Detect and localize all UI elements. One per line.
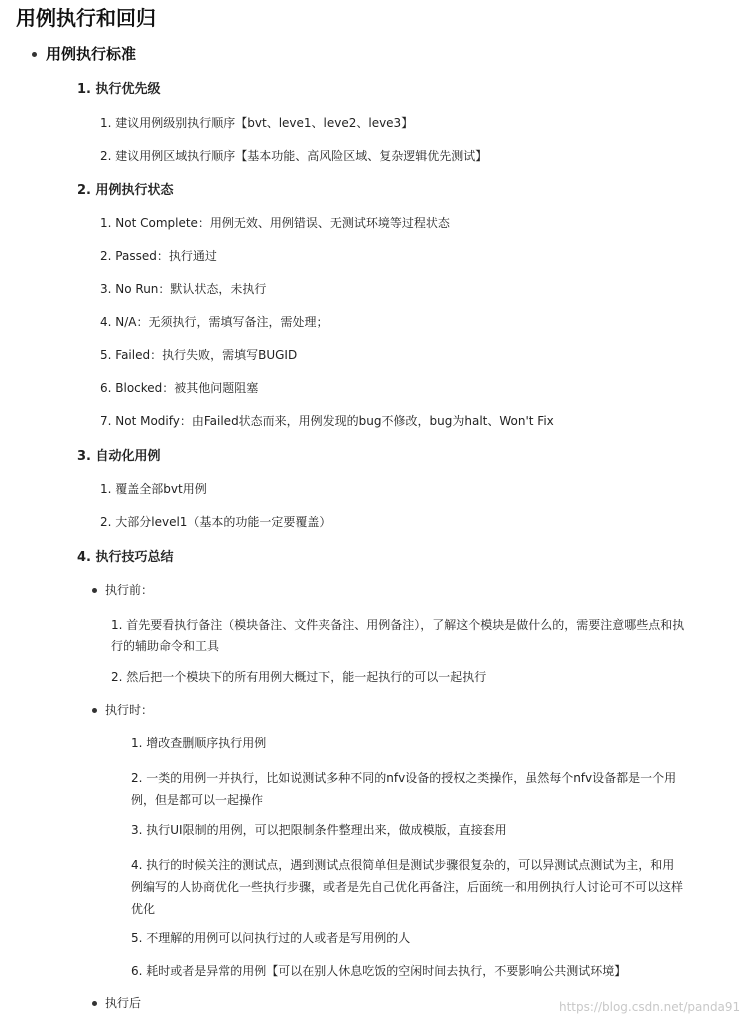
after-label: 执行后 [105,996,142,1010]
s1-item: 1. 建议用例级别执行顺序【bvt、leve1、leve2、leve3】 [100,116,414,130]
during-item: 4. 执行的时候关注的测试点，遇到测试点很简单但是测试步骤很复杂的，可以异测试点测试为主，和用例编写的人协商优化一些执行步骤，或者是先自己优化再备注，后面统一和用例执行人讨论可不可以这样优化 [131,858,684,916]
s3-item: 2. 大部分level1（基本的功能一定要覆盖） [100,515,332,529]
s2-item: 6. Blocked：被其他问题阻塞 [100,381,259,395]
during-item: 5. 不理解的用例可以问执行过的人或者是写用例的人 [131,931,411,945]
bullet-dot [92,1001,97,1006]
during-item: 6. 耗时或者是异常的用例【可以在别人休息吃饭的空闲时间去执行，不要影响公共测试环境】 [131,964,627,978]
section-title: 用例执行标准 [46,45,137,63]
before-item: 1. 首先要看执行备注（模块备注、文件夹备注、用例备注），了解这个模块是做什么的，需要注意哪些点和执行的辅助命令和工具 [111,618,685,653]
during-item: 2. 一类的用例一并执行，比如说测试多种不同的nfv设备的授权之类操作，虽然每个nfv设备都是一个用例，但是都可以一起操作 [131,771,677,807]
s2-item: 3. No Run：默认状态，未执行 [100,282,267,296]
bullet-dot [32,52,37,57]
s2-heading: 2. 用例执行状态 [77,183,174,198]
s1-item: 2. 建议用例区域执行顺序【基本功能、高风险区域、复杂逻辑优先测试】 [100,149,488,163]
page-title: 用例执行和回归 [16,6,156,30]
s3-item: 1. 覆盖全部bvt用例 [100,482,207,496]
during-item: 1. 增改查删顺序执行用例 [131,736,267,750]
bullet-dot [92,588,97,593]
s3-heading: 3. 自动化用例 [77,449,161,464]
s2-item: 7. Not Modify：由Failed状态而来，用例发现的bug不修改，bug为halt、Won't Fix [100,414,554,428]
s4-heading: 4. 执行技巧总结 [77,550,174,565]
s2-item: 2. Passed：执行通过 [100,249,217,263]
s2-item: 1. Not Complete：用例无效、用例错误、无测试环境等过程状态 [100,216,450,230]
before-label: 执行前： [105,583,154,597]
during-label: 执行时： [105,703,154,717]
before-item: 2. 然后把一个模块下的所有用例大概过下，能一起执行的可以一起执行 [111,670,487,684]
during-item: 3. 执行UI限制的用例，可以把限制条件整理出来，做成模版，直接套用 [131,823,507,837]
s1-heading: 1. 执行优先级 [77,82,161,97]
watermark: https://blog.csdn.net/panda91 [559,1000,741,1014]
s2-item: 5. Failed：执行失败，需填写BUGID [100,348,298,362]
s2-item: 4. N/A：无须执行，需填写备注，需处理； [100,315,329,329]
bullet-dot [92,708,97,713]
